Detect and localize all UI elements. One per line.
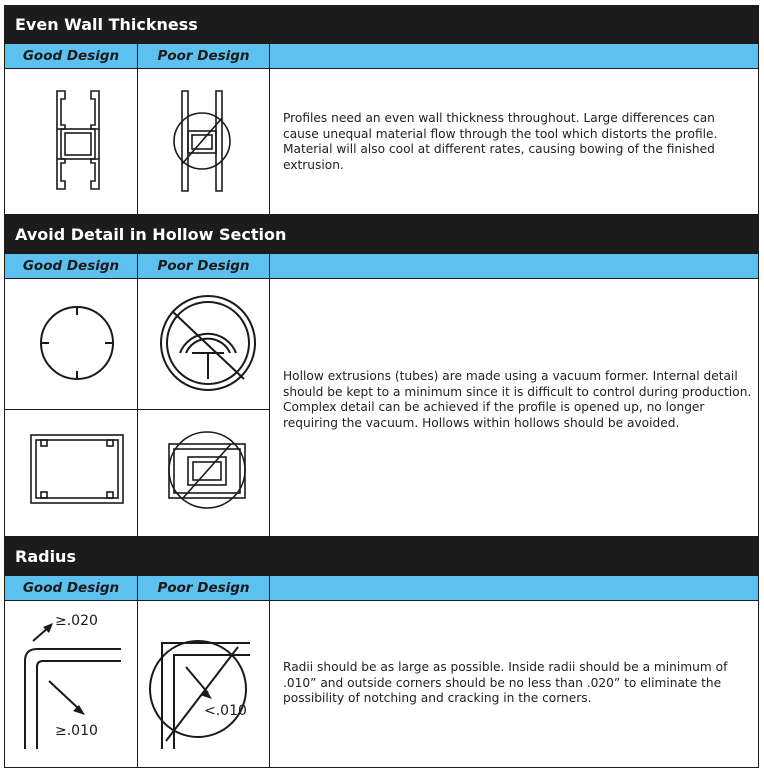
good-radius-diagram	[5, 601, 138, 767]
poor-hollow-tube-diagram	[138, 279, 270, 410]
section-description: Hollow extrusions (tubes) are made using a vacuum former. Internal detail should be kept to a minimum since it is difficult to control during production. Complex detail can be achieved if the profile is opened up, no longer requiring the vacuum. Hollows within hollows should be avoided.	[283, 369, 752, 430]
good-hollow-rect-diagram	[5, 410, 138, 536]
section-description: Radii should be as large as possible. Inside radii should be a minimum of .010” and outside corners should be no less than .020” to eliminate the possibility of notching and cracking in the corners.	[283, 660, 728, 705]
section-title-radius	[4, 537, 759, 575]
good-design-cell	[5, 410, 138, 536]
good-inside-radius-label: ≥.010	[55, 723, 98, 739]
good-design-label: Good Design	[5, 254, 138, 278]
column-header-bar	[4, 43, 759, 69]
section-description: Profiles need an even wall thickness throughout. Large differences can cause unequal material flow through the tool which distorts the profile. Material will also cool at different rates, causing bowing of the finished extrusion.	[283, 111, 718, 172]
poor-radius-diagram	[138, 601, 270, 767]
section-title-text: Avoid Detail in Hollow Section	[15, 224, 287, 244]
poor-radius-label: <.010	[204, 703, 247, 719]
section-body-radius	[4, 601, 759, 768]
good-outside-radius-label: ≥.020	[55, 613, 98, 629]
poor-wall-profile-diagram	[138, 69, 270, 214]
good-design-label: Good Design	[5, 44, 138, 68]
poor-design-label: Poor Design	[138, 254, 270, 278]
good-hollow-tube-diagram	[5, 279, 138, 410]
section-title-text: Radius	[15, 546, 76, 566]
section-body-even-wall	[4, 69, 759, 215]
section-title-text: Even Wall Thickness	[15, 14, 198, 34]
poor-design-cell	[138, 410, 270, 536]
good-design-cell	[5, 69, 138, 214]
good-wall-profile-diagram	[5, 69, 138, 214]
poor-design-cell	[138, 279, 270, 410]
column-header-bar	[4, 253, 759, 279]
poor-design-label: Poor Design	[138, 44, 270, 68]
poor-design-cell	[138, 601, 270, 767]
section-body-hollow	[4, 279, 759, 537]
good-design-cell	[5, 279, 138, 410]
poor-design-label: Poor Design	[138, 576, 270, 600]
poor-hollow-rect-diagram	[138, 410, 270, 536]
poor-design-cell	[138, 69, 270, 214]
column-header-bar	[4, 575, 759, 601]
section-title-even-wall	[4, 5, 759, 43]
good-design-label: Good Design	[5, 576, 138, 600]
good-design-cell	[5, 601, 138, 767]
section-title-hollow	[4, 215, 759, 253]
